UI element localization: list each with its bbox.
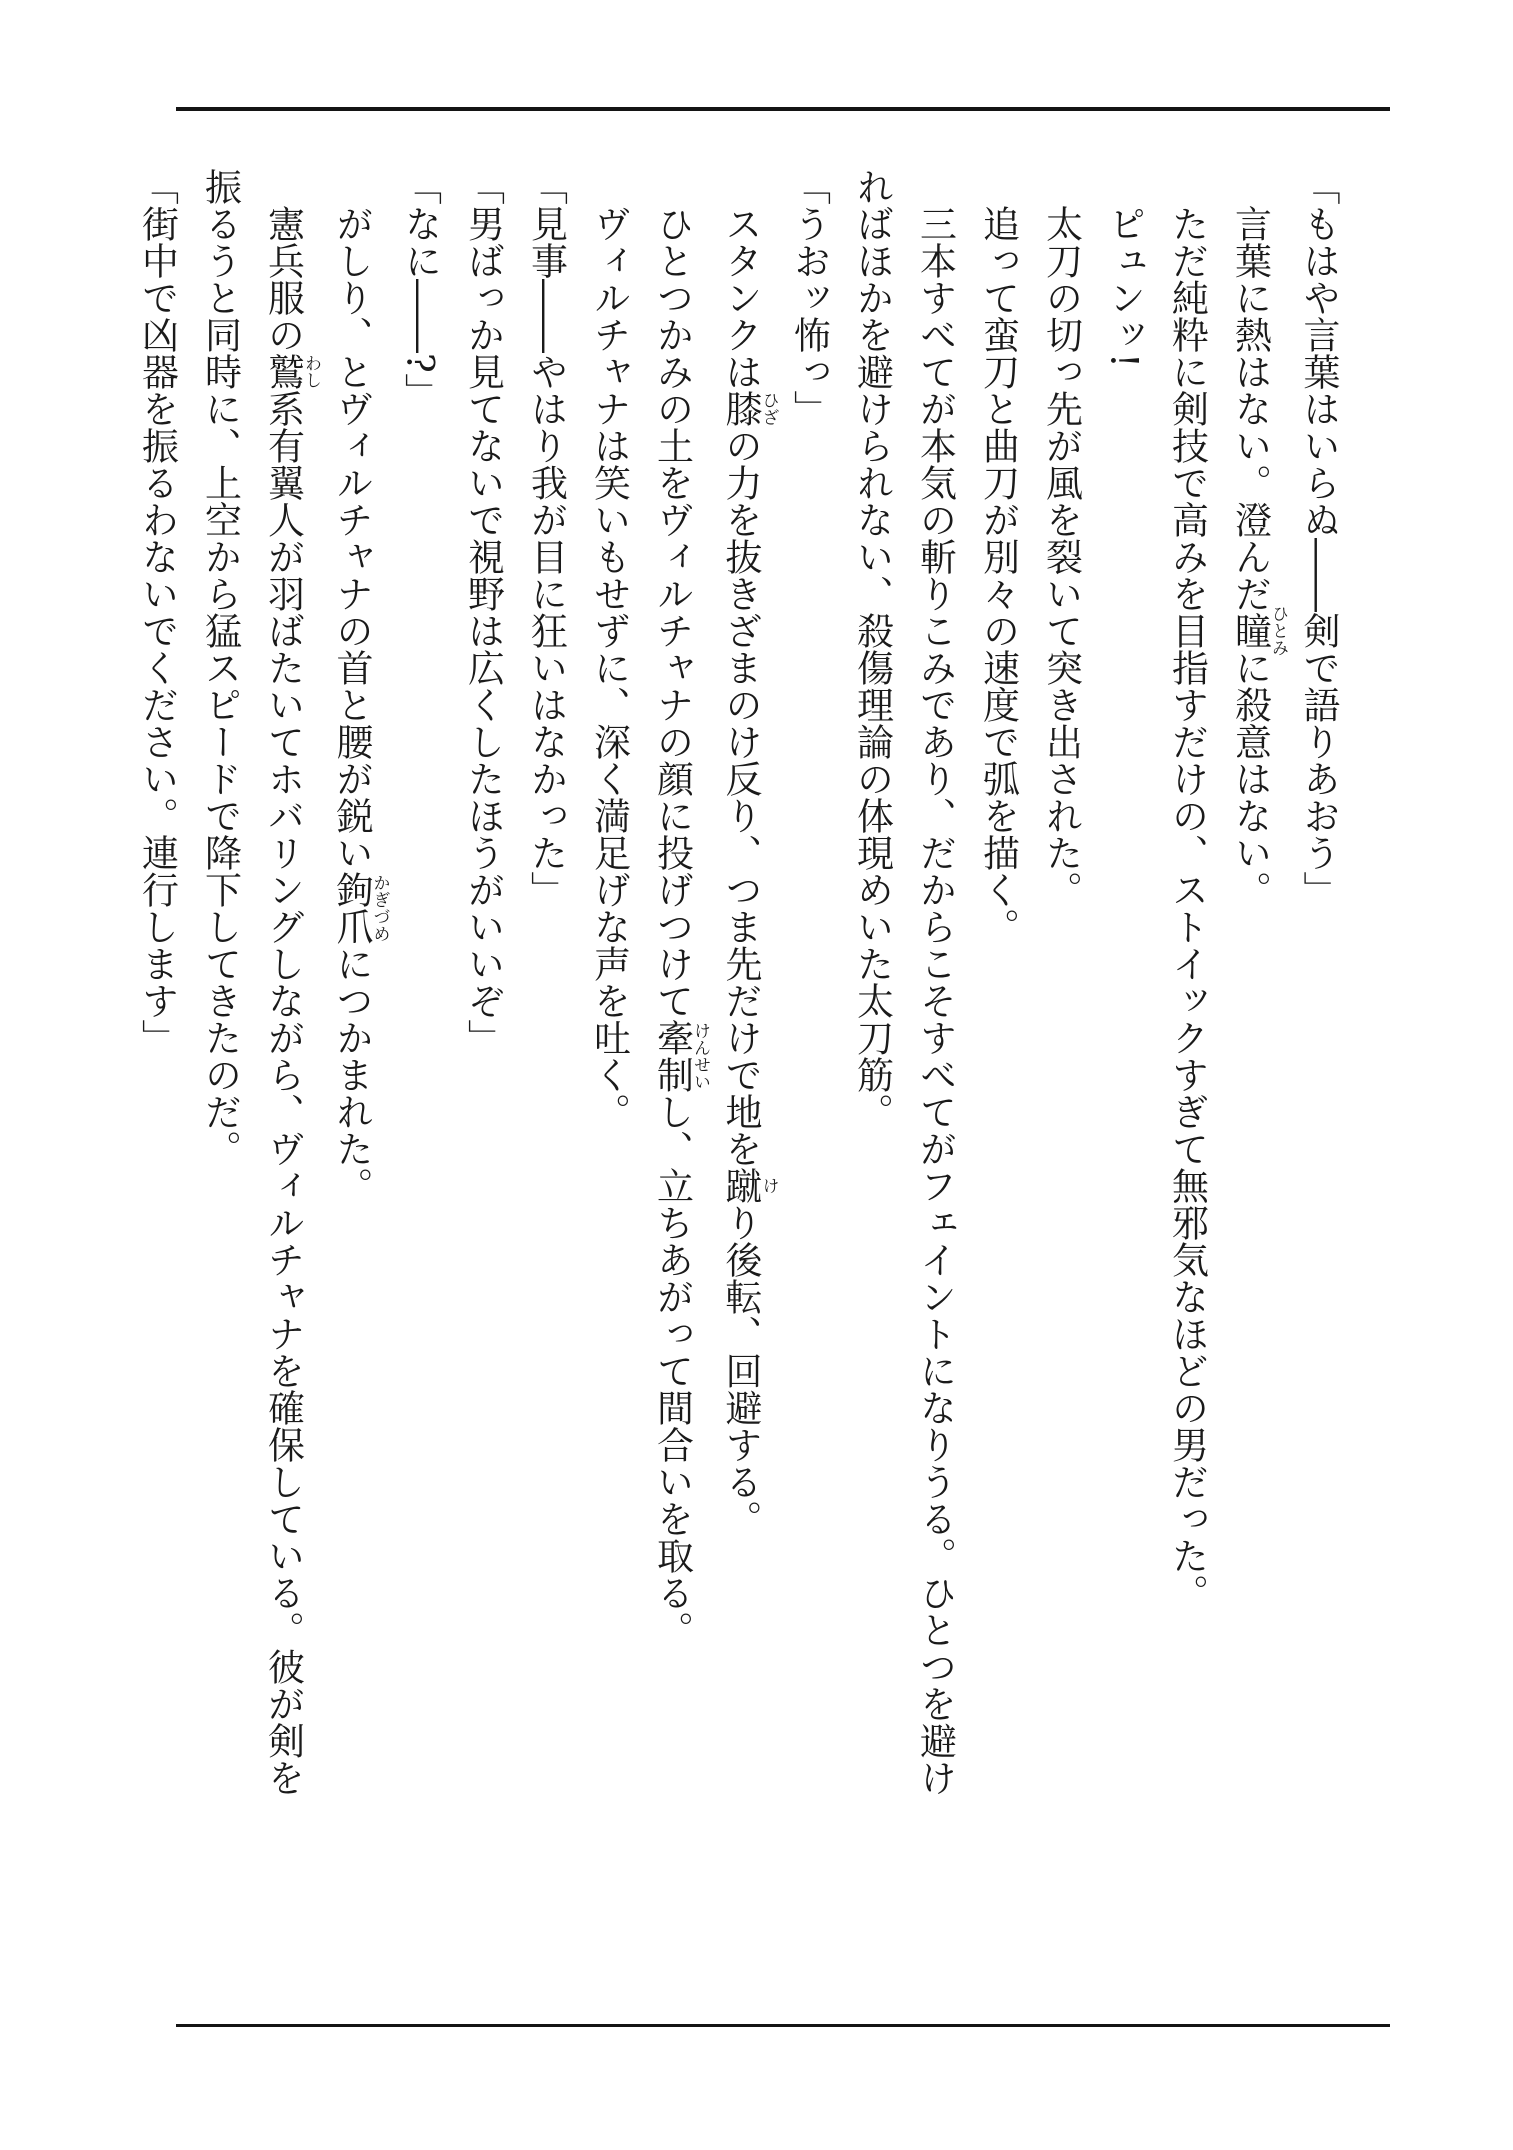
ruby-annotation: 膝ひざ — [719, 390, 779, 427]
paragraph-narration: ピュンッ! — [1102, 205, 1146, 368]
paragraph-narration: ひとつかみの土をヴィルチャナの顔に投げつけて牽制けんせいし、立ちあがって間合いを取る。 — [650, 205, 710, 1648]
paragraph-dialogue: 「なに――?」 — [398, 168, 442, 410]
paragraph-narration: 憲兵服の鷲わし系有翼人が羽ばたいてホバリングしながら、ヴィルチャナを確保している。彼が剣を振るうと同時に、上空から猛スピードで降下してきたのだ。 — [198, 168, 321, 1796]
ruby-annotation: 鷲わし — [261, 353, 321, 390]
ruby-annotation: 蹴け — [719, 1167, 779, 1204]
paragraph-dialogue: 「見事――やはり我が目に狂いはなかった」 — [524, 168, 568, 908]
paragraph-narration: 三本すべてが本気の斬りこみであり、だからこそすべてがフェイントになりうる。ひとつを避ければほかを避けられない、殺傷理論の体現めいた太刀筋。 — [850, 168, 957, 1796]
paragraph-narration: 追って蛮刀と曲刀が別々の速度で弧を描く。 — [976, 205, 1020, 945]
paragraph-narration: ただ純粋に剣技で高みを目指すだけの、ストイックすぎて無邪気なほどの男だった。 — [1165, 205, 1209, 1611]
ruby-annotation: 瞳ひとみ — [1228, 605, 1288, 656]
vertical-text-block — [135, 168, 1350, 1804]
paragraph-dialogue: 「街中で凶器を振るわないでください。連行します」 — [135, 168, 179, 1056]
paragraph-narration: 言葉に熱はない。澄んだ瞳ひとみに殺意はない。 — [1228, 205, 1288, 908]
ruby-annotation: 鉤爪かぎづめ — [330, 871, 390, 945]
paragraph-dialogue: 「うおッ怖っ」 — [787, 168, 831, 427]
paragraph-dialogue: 「男ばっか見てないで視野は広くしたほうがいいぞ」 — [461, 168, 505, 1056]
paragraph-narration: スタンクは膝ひざの力を抜きざまのけ反り、つま先だけで地を蹴けり後転、回避する。 — [719, 205, 779, 1537]
paragraph-narration: がしり、とヴィルチャナの首と腰が鋭い鉤爪かぎづめにつかまれた。 — [330, 205, 390, 1204]
bottom-border-rule — [176, 2024, 1390, 2027]
paragraph-narration: 太刀の切っ先が風を裂いて突き出された。 — [1039, 205, 1083, 908]
ruby-annotation: 牽制けんせい — [650, 1019, 710, 1093]
paragraph-narration: ヴィルチャナは笑いもせずに、深く満足げな声を吐く。 — [587, 205, 631, 1130]
paragraph-dialogue: 「もはや言葉はいらぬ――剣で語りあおう」 — [1297, 168, 1340, 908]
top-border-rule — [176, 107, 1390, 111]
